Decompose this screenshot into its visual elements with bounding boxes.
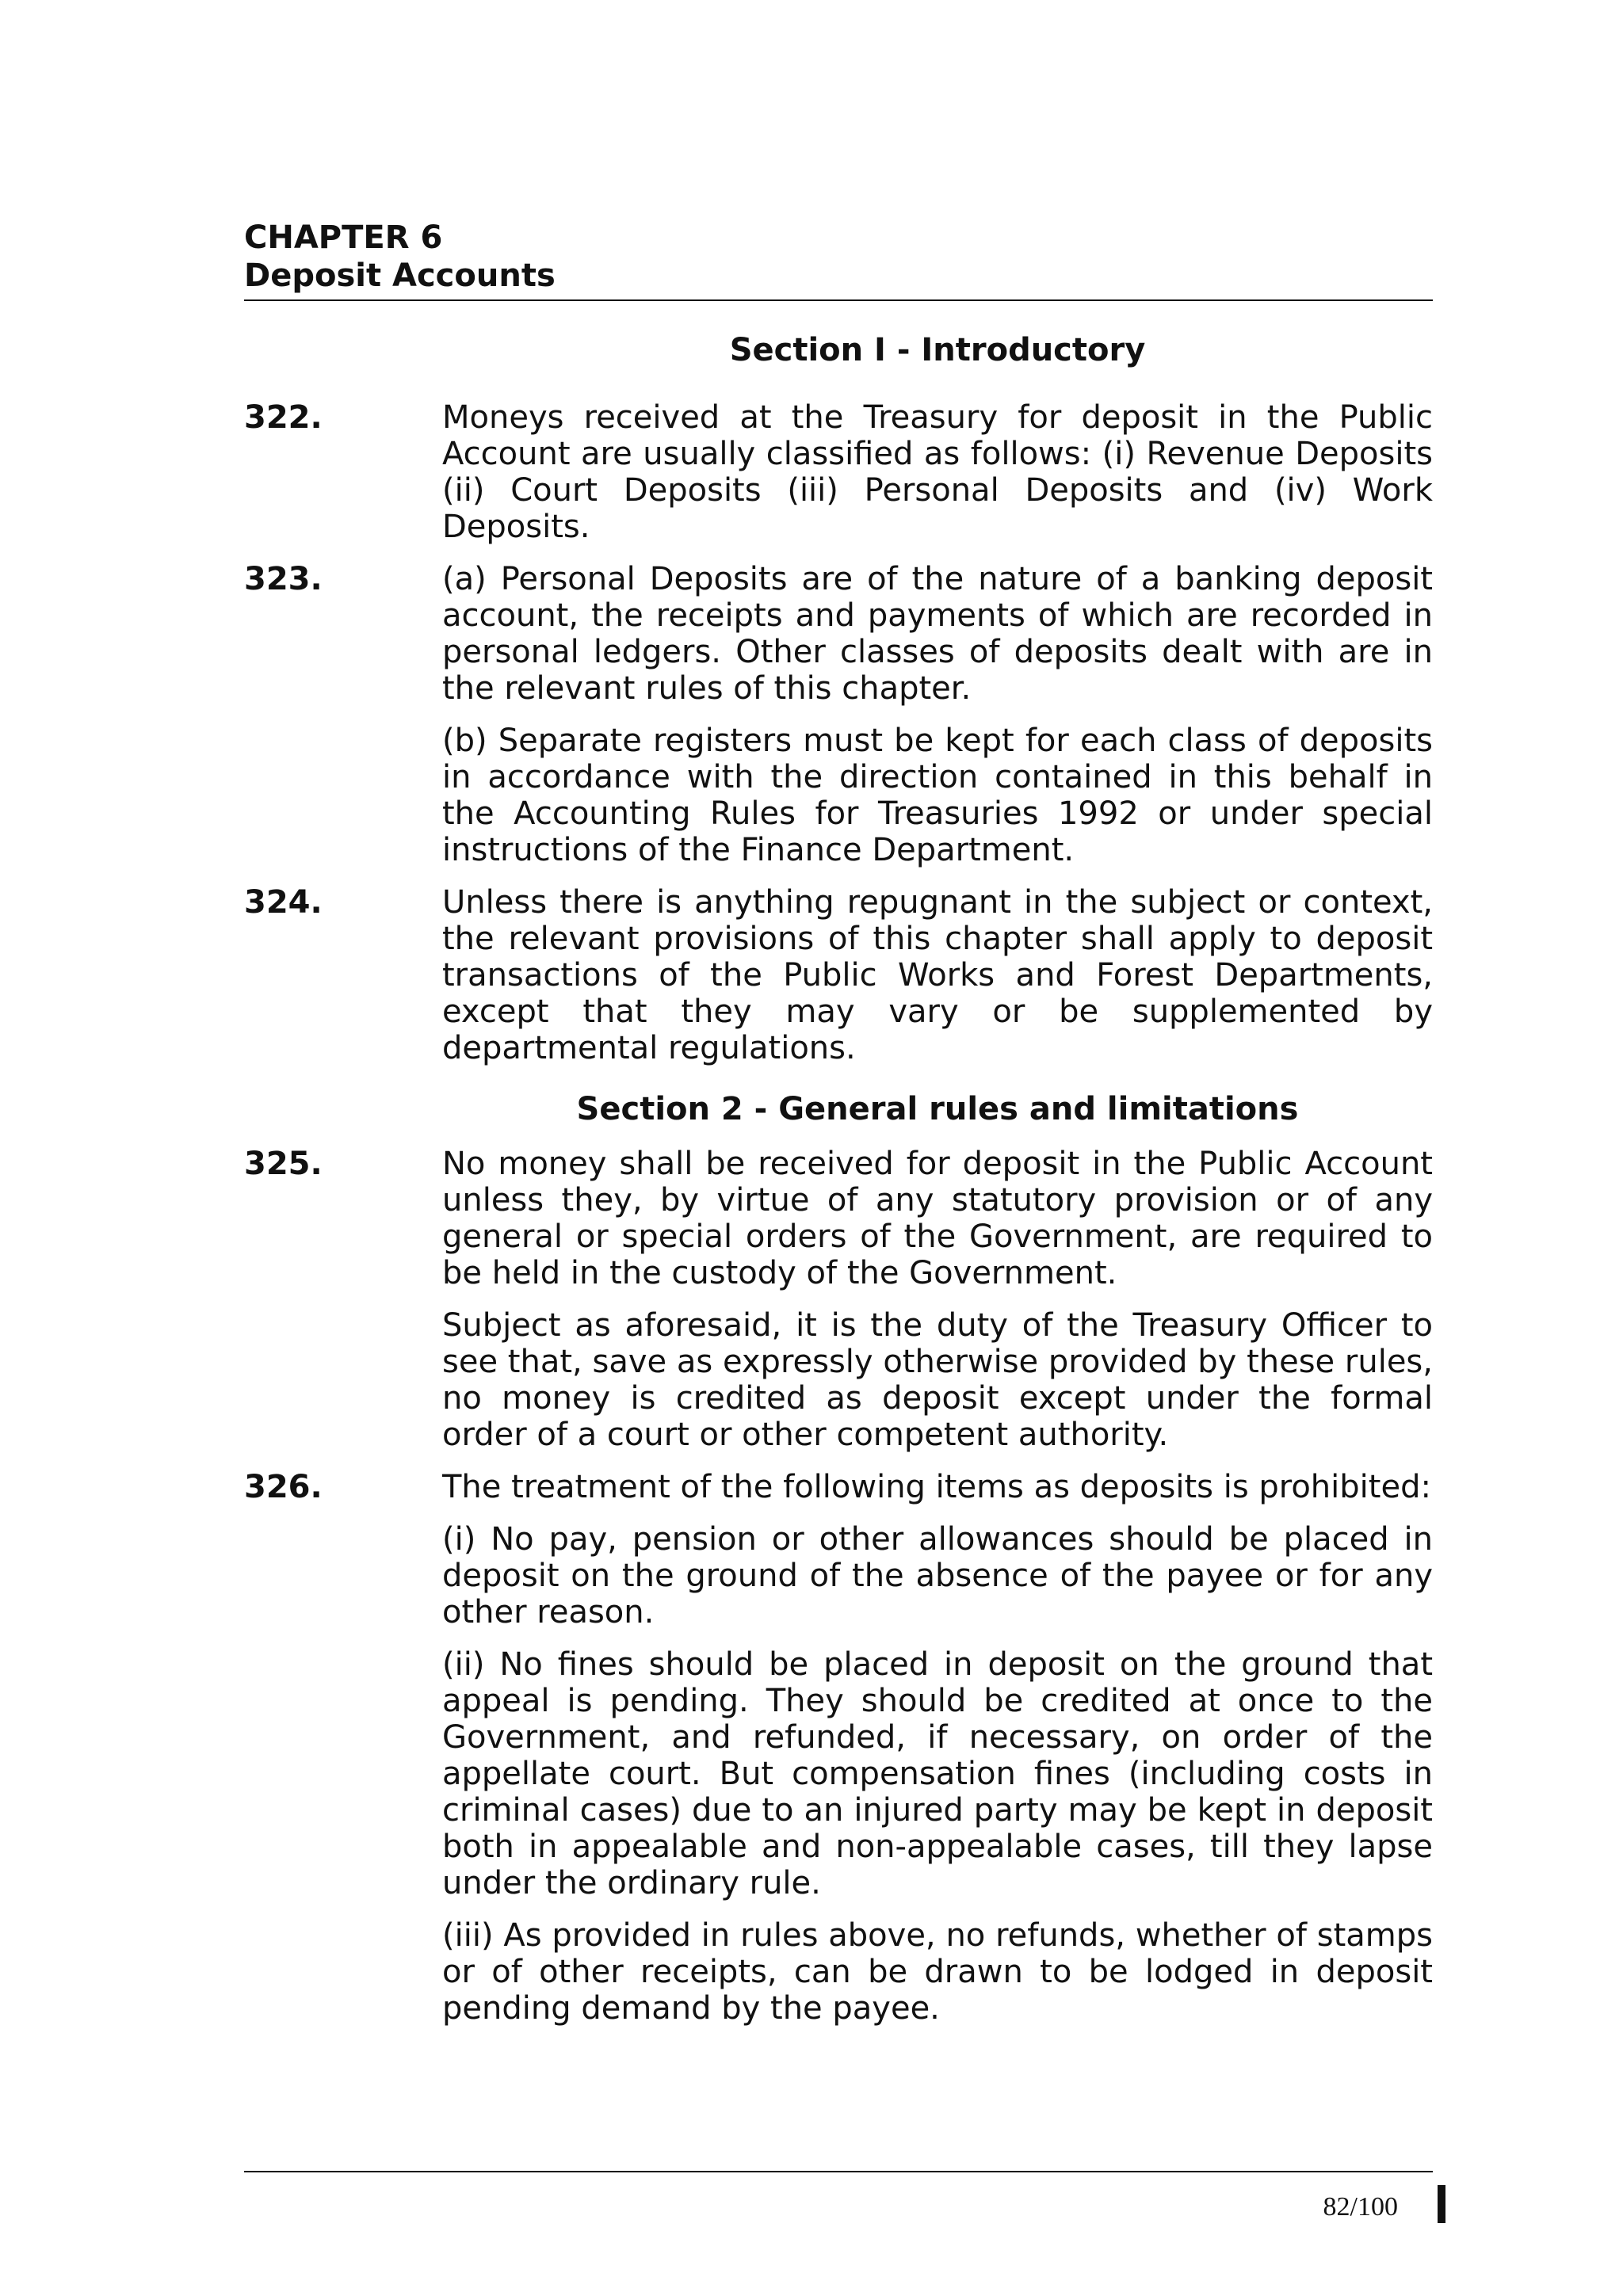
section-2-title: Section 2 - General rules and limitations [576,1091,1299,1127]
document-page [244,219,1433,2042]
rule-paragraph: Moneys received at the Treasury for deposit in the Public Account are usually classified as follows: (i) Revenue Deposits (ii) Court Deposits (iii) Personal Deposits and (iv) Work Deposits. [442,399,1433,545]
rule-paragraph: Subject as aforesaid, it is the duty of the Treasury Officer to see that, save as expressly otherwise provided by these rules, no money is credited as deposit except under the formal order of a court or other competent authority. [442,1307,1433,1453]
rule-body [442,1469,1433,2027]
rule-paragraph: No money shall be received for deposit in the Public Account unless they, by virtue of any statutory provision or of any general or special orders of the Government, are required to be held in the custody of the Government. [442,1146,1433,1291]
rule-paragraph: (iii) As provided in rules above, no refunds, whether of stamps or of other receipts, can be drawn to be lodged in deposit pending demand by the payee. [442,1917,1433,2027]
rule-body [442,1146,1433,1453]
rule-number: 322. [244,399,323,436]
page-number: 82/100 [1323,2192,1398,2222]
rule-322 [244,399,1433,545]
page-footer [244,2171,1433,2222]
rule-paragraph: (ii) No fines should be placed in deposit on the ground that appeal is pending. They should be credited at once to the Government, and refunded, if necessary, on order of the appellate court. But compensation fines (including costs in criminal cases) due to an injured party may be kept in deposit both in appealable and non-appealable cases, till they lapse under the ordinary rule. [442,1646,1433,1901]
rule-body [442,561,1433,868]
chapter-heading [244,219,1433,301]
rule-323 [244,561,1433,868]
rule-number: 325. [244,1146,323,1182]
rule-paragraph: (a) Personal Deposits are of the nature of a banking deposit account, the receipts and payments of which are recorded in personal ledgers. Other classes of deposits dealt with are in the relevant rules of this chapter. [442,561,1433,707]
rule-326 [244,1469,1433,2027]
rule-paragraph: The treatment of the following items as deposits is prohibited: [442,1469,1431,1505]
rule-paragraph: (i) No pay, pension or other allowances should be placed in deposit on the ground of the absence of the payee or for any other reason. [442,1521,1433,1630]
rule-number: 324. [244,884,323,921]
rule-324 [244,884,1433,1066]
chapter-number: CHAPTER 6 [244,219,443,256]
rule-body [442,884,1433,1066]
section-1-title: Section I - Introductory [729,332,1146,368]
page-edge-marker [1438,2185,1445,2223]
rule-number: 323. [244,561,323,597]
rule-325 [244,1146,1433,1453]
rule-body [442,399,1433,545]
rule-paragraph: (b) Separate registers must be kept for each class of deposits in accordance with the direction contained in this behalf in the Accounting Rules for Treasuries 1992 or under special instructions of the Finance Department. [442,723,1433,868]
rule-paragraph: Unless there is anything repugnant in the subject or context, the relevant provisions of this chapter shall apply to deposit transactions of the Public Works and Forest Departments, except that they may vary or be supplemented by departmental regulations. [442,884,1433,1066]
chapter-title: Deposit Accounts [244,257,556,294]
rule-number: 326. [244,1469,323,1505]
